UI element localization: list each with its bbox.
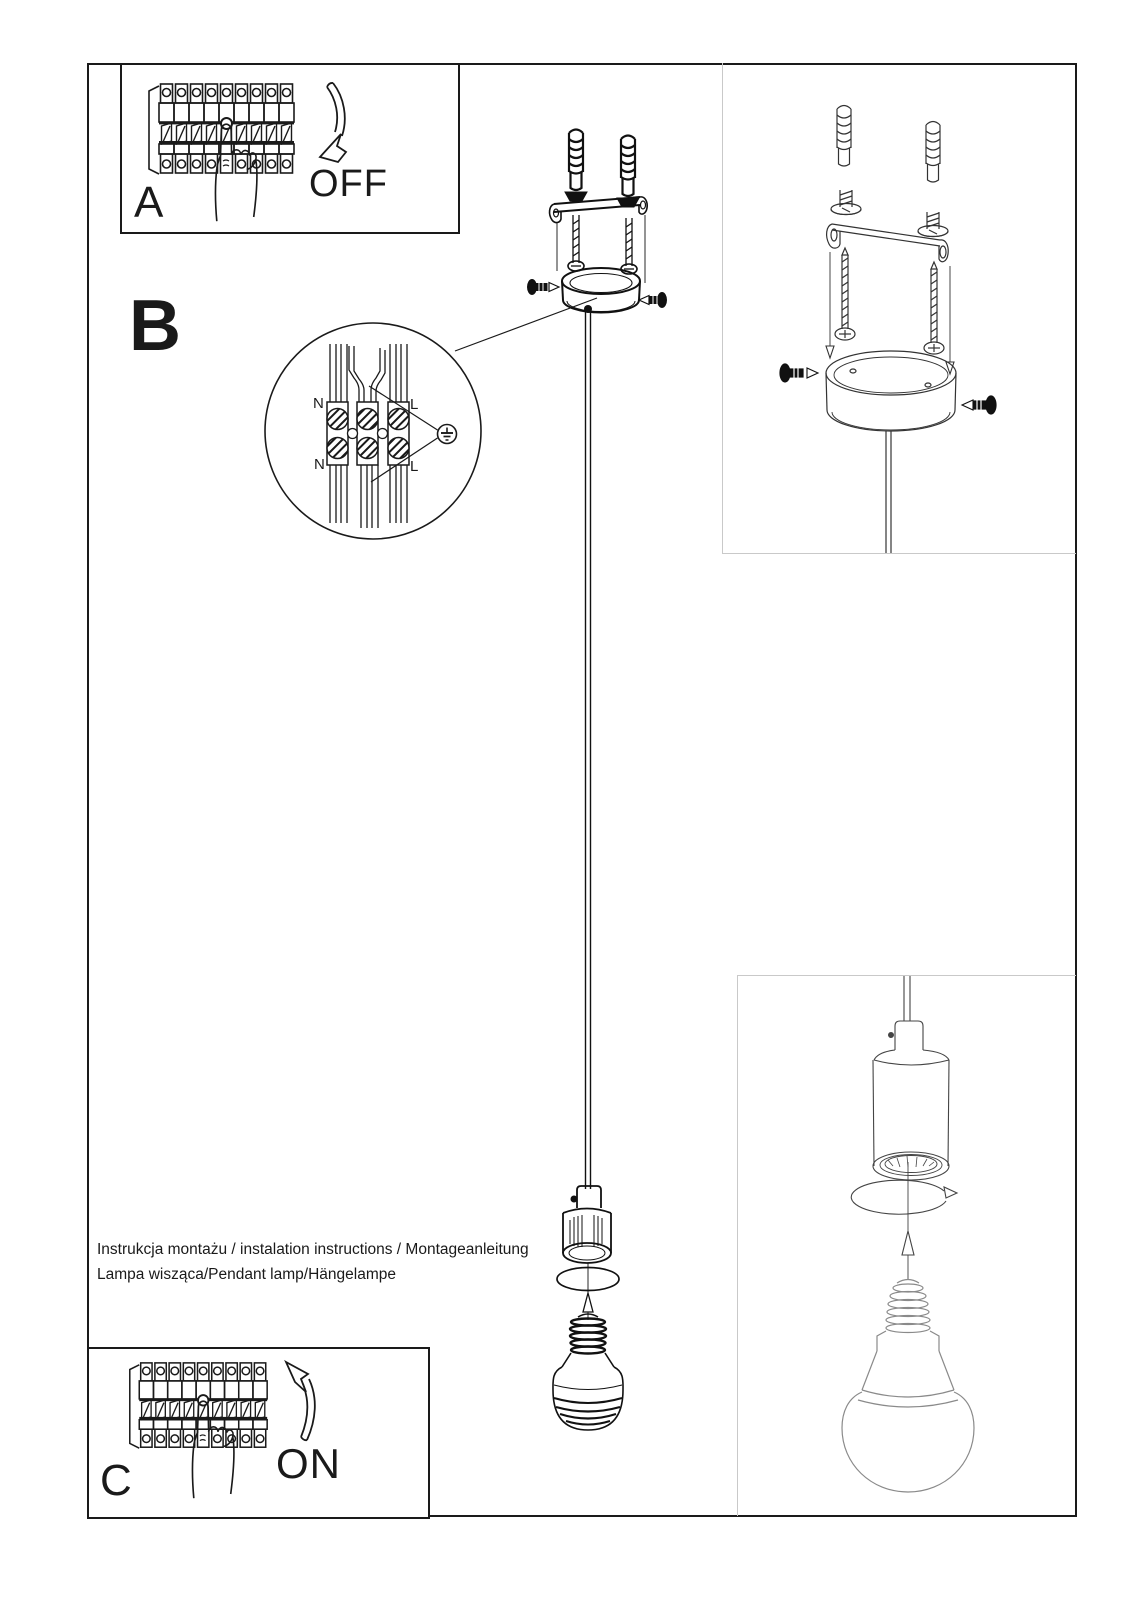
pendant-cable-main	[586, 312, 591, 1189]
terminal-label-l-top: L	[410, 396, 419, 413]
light-bulb-detail	[842, 1280, 974, 1493]
light-bulb-main	[553, 1314, 623, 1430]
footer-instruction-line2: Lampa wisząca/Pendant lamp/Hängelampe	[97, 1266, 396, 1283]
detail-mounting-art	[780, 106, 996, 554]
step-b-label: B	[129, 286, 181, 366]
wiring-callout-circle	[265, 298, 597, 539]
footer-instruction-line1: Instrukcja montażu / instalation instructions / Montageanleitung	[97, 1241, 529, 1258]
up-arrow-icon-main	[583, 1263, 593, 1320]
mounting-assembly-main	[550, 130, 648, 284]
rotation-arrow-icon	[851, 1180, 957, 1214]
step-c-state-on: ON	[276, 1440, 341, 1487]
step-c-label: C	[100, 1456, 132, 1505]
terminal-label-n-bottom: N	[314, 456, 325, 473]
terminal-block	[327, 344, 438, 528]
off-arrow-icon	[320, 83, 346, 162]
step-a-label: A	[134, 178, 164, 227]
terminal-label-n-top: N	[313, 395, 324, 412]
ground-symbol-icon	[438, 425, 457, 444]
lamp-holder-main	[563, 1186, 611, 1263]
terminal-label-l-bottom: L	[410, 458, 419, 475]
detail-bulb-art	[873, 976, 949, 1180]
on-arrow-icon	[286, 1362, 315, 1440]
step-a-state-off: OFF	[309, 163, 388, 205]
